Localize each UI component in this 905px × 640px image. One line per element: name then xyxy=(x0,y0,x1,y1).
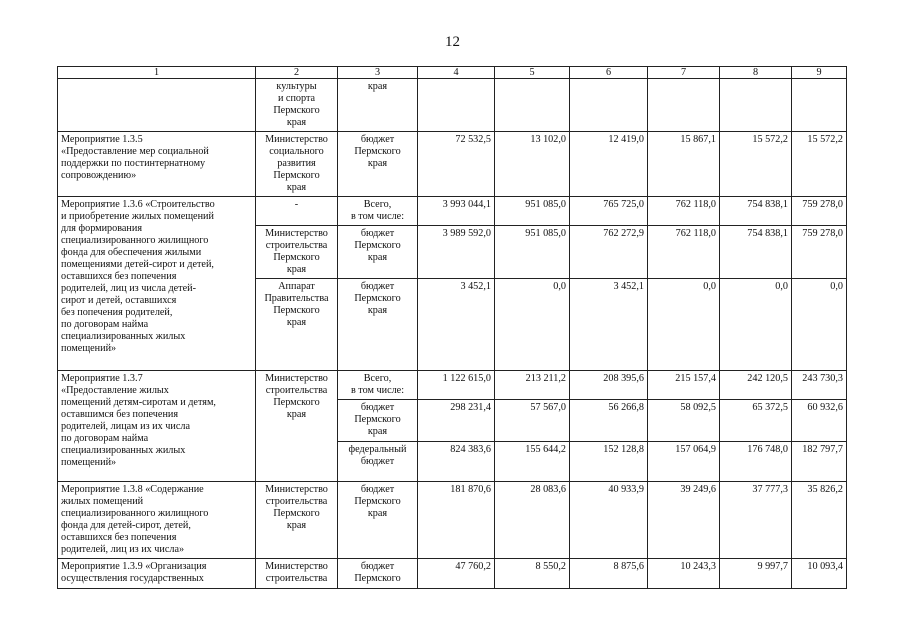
table-header-row xyxy=(58,67,847,79)
value-cell-text: 72 532,5 xyxy=(455,134,491,145)
source-cell xyxy=(338,559,418,589)
value-cell xyxy=(495,79,570,132)
value-cell-text: 15 572,2 xyxy=(752,134,788,145)
executor-cell-text: Министерство строительства Пермского края xyxy=(265,373,328,420)
activity-cell-text: Мероприятие 1.3.7 «Предоставление жилых помещений детям-сиротам и детям, оставшимся без попечения родителей, лицам из их числа по договорам найма специализированных жилых помещений» xyxy=(61,373,216,468)
value-cell-text: 0,0 xyxy=(830,281,843,292)
value-cell-text: 1 122 615,0 xyxy=(442,373,491,384)
source-cell-text: бюджет Пермского xyxy=(354,561,401,584)
executor-cell xyxy=(256,226,338,279)
value-cell xyxy=(792,197,847,226)
activity-cell-text: Мероприятие 1.3.5 «Предоставление мер социальной поддержки по постинтернатному сопровождению» xyxy=(61,134,209,181)
value-cell-text: 47 760,2 xyxy=(455,561,491,572)
value-cell xyxy=(720,197,792,226)
source-cell-text: края xyxy=(367,81,388,92)
value-cell-text: 0,0 xyxy=(775,281,788,292)
value-cell-text: 57 567,0 xyxy=(530,402,566,413)
source-cell-text: бюджет Пермского края xyxy=(354,134,401,169)
table-row xyxy=(58,371,847,400)
value-cell xyxy=(720,279,792,371)
value-cell xyxy=(570,371,648,400)
value-cell-text: 56 266,8 xyxy=(608,402,644,413)
activity-cell xyxy=(58,132,256,197)
value-cell-text: 765 725,0 xyxy=(603,199,644,210)
executor-cell-text: Министерство строительства xyxy=(265,561,328,584)
column-header: 8 xyxy=(720,67,792,79)
value-cell xyxy=(570,482,648,559)
value-cell xyxy=(648,226,720,279)
value-cell xyxy=(495,226,570,279)
value-cell xyxy=(792,400,847,442)
value-cell xyxy=(570,132,648,197)
value-cell xyxy=(792,371,847,400)
value-cell-text: 215 157,4 xyxy=(675,373,716,384)
value-cell xyxy=(648,79,720,132)
value-cell-text: 10 093,4 xyxy=(807,561,843,572)
value-cell-text: 12 419,0 xyxy=(608,134,644,145)
value-cell-text: 40 933,9 xyxy=(608,484,644,495)
value-cell-text: 824 383,6 xyxy=(450,444,491,455)
source-cell xyxy=(338,400,418,442)
value-cell-text: 15 867,1 xyxy=(680,134,716,145)
value-cell xyxy=(570,279,648,371)
value-cell xyxy=(648,279,720,371)
value-cell xyxy=(495,442,570,482)
value-cell-text: 65 372,5 xyxy=(752,402,788,413)
value-cell xyxy=(648,559,720,589)
value-cell xyxy=(648,482,720,559)
source-cell xyxy=(338,226,418,279)
value-cell-text: 157 064,9 xyxy=(675,444,716,455)
value-cell-text: 762 118,0 xyxy=(675,199,716,210)
value-cell-text: 208 395,6 xyxy=(603,373,644,384)
value-cell xyxy=(648,132,720,197)
table-row xyxy=(58,132,847,197)
executor-cell-text: Министерство строительства Пермского края xyxy=(265,228,328,275)
value-cell xyxy=(720,226,792,279)
activity-cell xyxy=(58,482,256,559)
value-cell xyxy=(720,79,792,132)
source-cell xyxy=(338,442,418,482)
value-cell xyxy=(418,482,495,559)
value-cell xyxy=(570,442,648,482)
column-header: 2 xyxy=(256,67,338,79)
value-cell xyxy=(648,371,720,400)
page-number: 12 xyxy=(445,34,460,50)
value-cell xyxy=(720,559,792,589)
value-cell-text: 39 249,6 xyxy=(680,484,716,495)
activity-cell xyxy=(58,197,256,371)
column-header: 6 xyxy=(570,67,648,79)
source-cell-text: бюджет Пермского края xyxy=(354,484,401,519)
activity-cell xyxy=(58,371,256,482)
value-cell xyxy=(418,197,495,226)
value-cell xyxy=(570,226,648,279)
activity-cell xyxy=(58,79,256,132)
value-cell-text: 182 797,7 xyxy=(802,444,843,455)
table-row xyxy=(58,482,847,559)
value-cell-text: 37 777,3 xyxy=(752,484,788,495)
value-cell xyxy=(495,482,570,559)
value-cell-text: 181 870,6 xyxy=(450,484,491,495)
value-cell-text: 951 085,0 xyxy=(525,228,566,239)
value-cell-text: 759 278,0 xyxy=(802,228,843,239)
executor-cell xyxy=(256,132,338,197)
value-cell xyxy=(720,482,792,559)
value-cell-text: 242 120,5 xyxy=(747,373,788,384)
value-cell xyxy=(720,371,792,400)
value-cell xyxy=(792,559,847,589)
table-body xyxy=(58,79,847,589)
executor-cell-text: культуры и спорта Пермского края xyxy=(273,81,320,128)
value-cell-text: 58 092,5 xyxy=(680,402,716,413)
value-cell-text: 298 231,4 xyxy=(450,402,491,413)
value-cell xyxy=(792,482,847,559)
value-cell xyxy=(495,559,570,589)
value-cell-text: 3 452,1 xyxy=(460,281,491,292)
value-cell-text: 0,0 xyxy=(703,281,716,292)
executor-cell xyxy=(256,279,338,371)
value-cell xyxy=(495,279,570,371)
table-row xyxy=(58,197,847,226)
source-cell-text: Всего, в том числе: xyxy=(350,373,405,396)
source-cell-text: федеральный бюджет xyxy=(348,444,407,467)
value-cell xyxy=(570,79,648,132)
value-cell-text: 9 997,7 xyxy=(757,561,788,572)
value-cell xyxy=(720,132,792,197)
budget-table xyxy=(57,66,847,589)
value-cell-text: 28 083,6 xyxy=(530,484,566,495)
value-cell xyxy=(570,197,648,226)
value-cell xyxy=(570,559,648,589)
value-cell xyxy=(648,442,720,482)
value-cell xyxy=(720,400,792,442)
value-cell-text: 243 730,3 xyxy=(802,373,843,384)
executor-cell-text: Аппарат Правительства Пермского края xyxy=(264,281,329,328)
value-cell-text: 10 243,3 xyxy=(680,561,716,572)
source-cell xyxy=(338,371,418,400)
activity-cell-text: Мероприятие 1.3.8 «Содержание жилых помещений специализированного жилищного фонда для детей-сирот, детей, оставшихся без попечения родителей, лиц из их числа» xyxy=(61,484,209,555)
value-cell xyxy=(495,400,570,442)
activity-cell xyxy=(58,559,256,589)
value-cell xyxy=(792,442,847,482)
value-cell xyxy=(495,132,570,197)
executor-cell-text: Министерство социального развития Пермского края xyxy=(265,134,328,193)
value-cell-text: 8 875,6 xyxy=(613,561,644,572)
source-cell-text: бюджет Пермского края xyxy=(354,402,401,437)
column-header: 3 xyxy=(338,67,418,79)
activity-cell-text: Мероприятие 1.3.9 «Организация осуществления государственных xyxy=(61,561,207,584)
value-cell-text: 0,0 xyxy=(553,281,566,292)
value-cell xyxy=(418,371,495,400)
value-cell xyxy=(720,442,792,482)
value-cell-text: 60 932,6 xyxy=(807,402,843,413)
value-cell-text: 3 989 592,0 xyxy=(442,228,491,239)
executor-cell xyxy=(256,197,338,226)
value-cell xyxy=(418,226,495,279)
value-cell-text: 13 102,0 xyxy=(530,134,566,145)
source-cell-text: бюджет Пермского края xyxy=(354,281,401,316)
value-cell-text: 754 838,1 xyxy=(747,199,788,210)
activity-cell-text: Мероприятие 1.3.6 «Строительство и приобретение жилых помещений для формирования специализированного жилищного фонда для обеспечения жилыми помещениями детей-сирот и детей, оставшихся без попечения родителей, лиц из числа детей- сирот и детей, оставшихся без попечения родителей, по договорам найма специализированных жилых помещений» xyxy=(61,199,215,354)
value-cell-text: 8 550,2 xyxy=(535,561,566,572)
executor-cell-text: Министерство строительства Пермского края xyxy=(265,484,328,531)
source-cell xyxy=(338,279,418,371)
value-cell xyxy=(495,197,570,226)
value-cell-text: 155 644,2 xyxy=(525,444,566,455)
source-cell-text: Всего, в том числе: xyxy=(350,199,405,222)
value-cell xyxy=(570,400,648,442)
value-cell-text: 176 748,0 xyxy=(747,444,788,455)
value-cell xyxy=(418,279,495,371)
value-cell-text: 152 128,8 xyxy=(603,444,644,455)
value-cell xyxy=(418,400,495,442)
executor-cell xyxy=(256,559,338,589)
value-cell xyxy=(495,371,570,400)
value-cell xyxy=(792,226,847,279)
value-cell xyxy=(648,197,720,226)
source-cell xyxy=(338,132,418,197)
source-cell xyxy=(338,197,418,226)
value-cell xyxy=(418,132,495,197)
column-header: 9 xyxy=(792,67,847,79)
value-cell xyxy=(792,279,847,371)
value-cell xyxy=(418,559,495,589)
value-cell-text: 3 993 044,1 xyxy=(442,199,491,210)
value-cell-text: 213 211,2 xyxy=(525,373,566,384)
value-cell-text: 759 278,0 xyxy=(802,199,843,210)
column-header: 7 xyxy=(648,67,720,79)
value-cell-text: 35 826,2 xyxy=(807,484,843,495)
column-header: 5 xyxy=(495,67,570,79)
value-cell-text: 15 572,2 xyxy=(807,134,843,145)
executor-cell xyxy=(256,371,338,482)
column-header: 4 xyxy=(418,67,495,79)
column-header: 1 xyxy=(58,67,256,79)
table-row xyxy=(58,559,847,589)
value-cell-text: 951 085,0 xyxy=(525,199,566,210)
value-cell xyxy=(418,79,495,132)
source-cell xyxy=(338,482,418,559)
value-cell-text: 762 118,0 xyxy=(675,228,716,239)
table-row xyxy=(58,79,847,132)
value-cell-text: 754 838,1 xyxy=(747,228,788,239)
value-cell xyxy=(792,79,847,132)
source-cell xyxy=(338,79,418,132)
source-cell-text: бюджет Пермского края xyxy=(354,228,401,263)
value-cell xyxy=(648,400,720,442)
executor-cell xyxy=(256,79,338,132)
value-cell xyxy=(792,132,847,197)
value-cell-text: 762 272,9 xyxy=(603,228,644,239)
executor-cell xyxy=(256,482,338,559)
value-cell-text: 3 452,1 xyxy=(613,281,644,292)
executor-cell-text: - xyxy=(294,199,299,210)
value-cell xyxy=(418,442,495,482)
